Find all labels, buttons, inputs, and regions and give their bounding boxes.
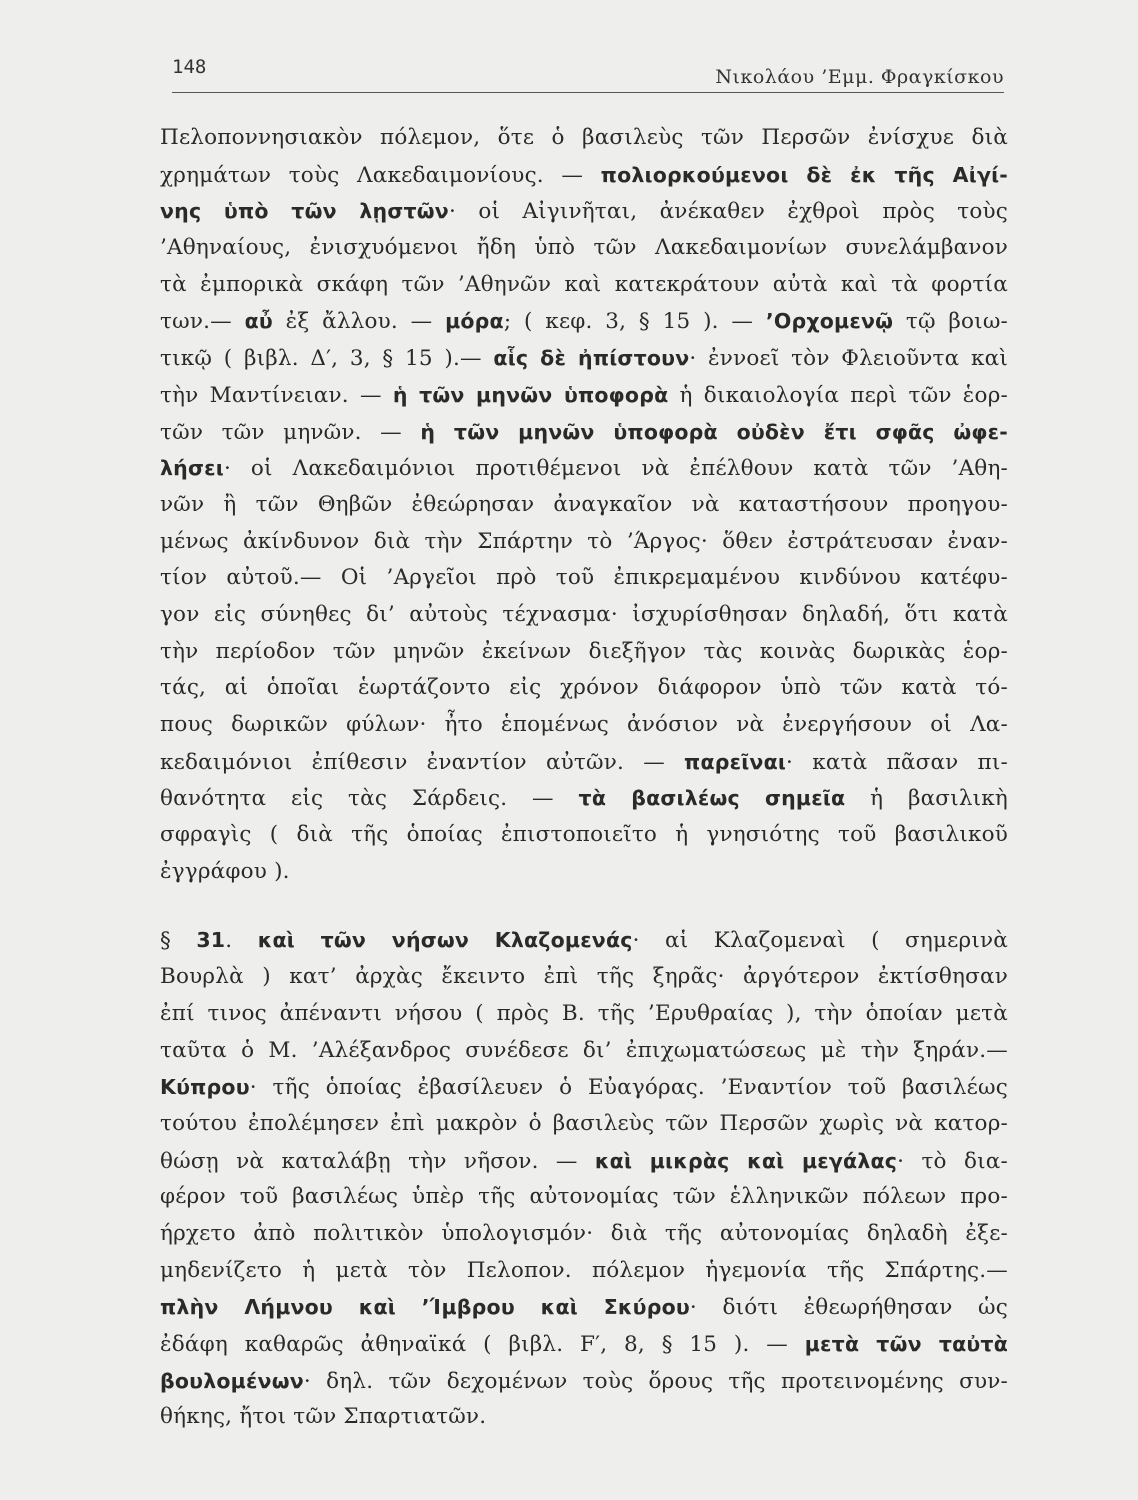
text-run: τῶν τῶν μηνῶν. — bbox=[160, 419, 421, 445]
text-run: τούτου ἐπολέμησεν ἐπὶ μακρὸν ὁ βασιλεὺς τῶν Περσῶν χωρὶς νὰ κατορ- bbox=[160, 1110, 1008, 1136]
text-run: ἐξ ἄλλου. — bbox=[272, 309, 446, 335]
lemma-bold: πολιορκούμενοι δὲ ἐκ τῆς Αἰγί- bbox=[600, 162, 1008, 187]
text-line bbox=[160, 744, 1008, 781]
text-run: · τὸ δια- bbox=[897, 1148, 1008, 1174]
text-line bbox=[160, 1216, 1008, 1253]
text-run: · αἱ Κλαζομεναὶ ( σημερινὰ bbox=[632, 928, 1008, 954]
text-line bbox=[160, 780, 1008, 817]
text-run: ἐγγράφου ). bbox=[160, 858, 290, 884]
text-line bbox=[160, 377, 1008, 414]
text-run: τάς, αἱ ὁποῖαι ἑωρτάζοντο εἰς χρόνον διάφορον ὑπὸ τῶν κατὰ τό- bbox=[160, 675, 1008, 701]
text-line bbox=[160, 1399, 1008, 1436]
text-run: . bbox=[225, 928, 258, 954]
text-run: πους δωρικῶν φύλων· ἦτο ἑπομένως ἀνόσιον νὰ ἐνεργήσουν οἱ Λα- bbox=[160, 712, 1008, 737]
text-run: σφραγὶς ( διὰ τῆς ὁποίας ἐπιστοποιεῖτο ἡ γνησιότης τοῦ βασιλικοῦ bbox=[160, 822, 1008, 848]
text-line bbox=[160, 817, 1008, 854]
text-run: · ἐννοεῖ τὸν Φλειοῦντα καὶ bbox=[689, 346, 1008, 372]
lemma-bold: 31 bbox=[196, 928, 226, 953]
text-run: · τῆς ὁποίας ἐβασίλευεν ὁ Εὐαγόρας. ’Εναντίον τοῦ βασιλέως bbox=[249, 1075, 1008, 1101]
text-line bbox=[160, 1179, 1008, 1216]
text-run: χρημάτων τοὺς Λακεδαιμονίους. — bbox=[160, 162, 601, 188]
paragraph-section-31 bbox=[160, 922, 1008, 1436]
text-line bbox=[160, 267, 1008, 304]
text-run: τὰ ἐμπορικὰ σκάφη τῶν ’Αθηνῶν καὶ κατεκράτουν αὐτὰ καὶ τὰ φορτία bbox=[160, 271, 1008, 297]
text-run: τίον αὐτοῦ.— Οἱ ’Αργεῖοι πρὸ τοῦ ἐπικρεμαμένου κινδύνου κατέφυ- bbox=[160, 565, 1008, 591]
lemma-bold: νης ὑπὸ τῶν λῃστῶν bbox=[160, 199, 449, 224]
text-run: Βουρλὰ ) κατ’ ἀρχὰς ἔκειντο ἐπὶ τῆς ξηρᾶς· ἀργότερον ἐκτίσθησαν bbox=[160, 964, 1008, 990]
text-run: μηδενίζετο ἡ μετὰ τὸν Πελοπον. πόλεμον ἡγεμονία τῆς Σπάρτης.— bbox=[160, 1257, 1008, 1283]
lemma-bold: αὖ bbox=[244, 309, 273, 334]
text-line bbox=[160, 1106, 1008, 1143]
text-run: · κατὰ πᾶσαν πι- bbox=[786, 749, 1008, 775]
lemma-bold: μόρα bbox=[445, 309, 504, 334]
text-run: θανότητα εἰς τὰς Σάρδεις. — bbox=[160, 786, 579, 812]
text-line bbox=[160, 1069, 1008, 1106]
text-line bbox=[160, 1033, 1008, 1070]
text-line bbox=[160, 450, 1008, 487]
paragraph-commentary bbox=[160, 120, 1008, 890]
lemma-bold: ’Ορχομενῷ bbox=[765, 309, 894, 334]
text-line bbox=[160, 854, 1008, 891]
text-line bbox=[160, 597, 1008, 634]
text-run: Πελοποννησιακὸν πόλεμον, ὅτε ὁ βασιλεὺς τῶν Περσῶν ἐνίσχυε διὰ bbox=[160, 125, 1008, 150]
text-run: ; ( κεφ. 3, § 15 ). — bbox=[503, 309, 766, 335]
text-line bbox=[160, 230, 1008, 267]
page-header bbox=[172, 56, 1004, 93]
text-run: § bbox=[160, 928, 197, 954]
lemma-bold: αἷς δὲ ἠπίστουν bbox=[493, 346, 690, 371]
text-run: νῶν ἢ τῶν Θηβῶν ἐθεώρησαν ἀναγκαῖον νὰ καταστήσουν προηγου- bbox=[160, 491, 1008, 517]
text-run: ἐπί τινος ἀπέναντι νήσου ( πρὸς Β. τῆς ’Ερυθραίας ), τὴν ὁποίαν μετὰ bbox=[160, 1000, 1008, 1026]
text-line bbox=[160, 120, 1008, 157]
text-run: ταῦτα ὁ Μ. ’Αλέξανδρος συνέδεσε δι’ ἐπιχωματώσεως μὲ τὴν ξηράν.— bbox=[160, 1037, 1008, 1063]
text-run: θώσῃ νὰ καταλάβῃ τὴν νῆσον. — bbox=[160, 1148, 595, 1174]
body-text bbox=[160, 120, 1008, 1436]
text-line bbox=[160, 487, 1008, 524]
lemma-bold: βουλομένων bbox=[160, 1368, 304, 1393]
text-run: · δηλ. τῶν δεχομένων τοὺς ὅρους τῆς προτεινομένης συν- bbox=[303, 1368, 1008, 1394]
text-run: των.— bbox=[160, 309, 245, 335]
text-line bbox=[160, 996, 1008, 1033]
text-run: · οἱ Λακεδαιμόνιοι προτιθέμενοι νὰ ἐπέλθουν κατὰ τῶν ’Αθη- bbox=[223, 456, 1008, 482]
text-run: · διότι ἐθεωρήθησαν ὡς bbox=[689, 1295, 1008, 1321]
lemma-bold: καὶ μικρὰς καὶ μεγάλας bbox=[594, 1148, 898, 1173]
text-line bbox=[160, 1143, 1008, 1180]
text-run: ήρχετο ἀπὸ πολιτικὸν ὑπολογισμόν· διὰ τῆς αὐτονομίας δηλαδὴ ἐξε- bbox=[160, 1220, 1008, 1246]
text-line bbox=[160, 560, 1008, 597]
text-run: μένως ἀκίνδυνον διὰ τὴν Σπάρτην τὸ ’Άργος· ὅθεν ἐστράτευσαν ἐναν- bbox=[160, 528, 1008, 554]
text-line bbox=[160, 707, 1008, 744]
text-line bbox=[160, 340, 1008, 377]
text-line bbox=[160, 1289, 1008, 1326]
text-line bbox=[160, 1326, 1008, 1363]
lemma-bold: Κύπρου bbox=[160, 1075, 250, 1100]
text-run: τικῷ ( βιβλ. Δ′, 3, § 15 ).— bbox=[160, 346, 494, 372]
lemma-bold: λήσει bbox=[160, 456, 224, 481]
text-run: φέρον τοῦ βασιλέως ὑπὲρ τῆς αὐτονομίας τῶν ἑλληνικῶν πόλεων προ- bbox=[160, 1184, 1008, 1210]
text-line bbox=[160, 193, 1008, 230]
text-run: ἐδάφη καθαρῶς ἀθηναϊκά ( βιβλ. F′, 8, § 15 ). — bbox=[160, 1332, 805, 1357]
text-run: τὴν περίοδον τῶν μηνῶν ἐκείνων διεξῆγον τὰς κοινὰς δωρικὰς ἑορ- bbox=[160, 638, 1008, 664]
text-run: ’Αθηναίους, ἐνισχυόμενοι ἤδη ὑπὸ τῶν Λακεδαιμονίων συνελάμβανον bbox=[160, 235, 1008, 261]
text-run: ἡ βασιλικὴ bbox=[845, 786, 1008, 812]
text-line bbox=[160, 922, 1008, 959]
text-line bbox=[160, 303, 1008, 340]
text-line bbox=[160, 1253, 1008, 1290]
text-line bbox=[160, 414, 1008, 451]
lemma-bold: πλὴν Λήμνου καὶ ’Ίμβρου καὶ Σκύρου bbox=[160, 1295, 690, 1320]
text-run: τῷ βοιω- bbox=[893, 309, 1008, 335]
text-run: · οἱ Αἰγινῆται, ἀνέκαθεν ἐχθροὶ πρὸς τοὺς bbox=[448, 199, 1008, 225]
lemma-bold: ἡ τῶν μηνῶν ὑποφορὰ bbox=[392, 382, 669, 407]
lemma-bold: καὶ τῶν νήσων Κλαζομενάς bbox=[257, 928, 633, 953]
text-run: ἡ δικαιολογία περὶ τῶν ἑορ- bbox=[668, 382, 1008, 408]
text-run: κεδαιμόνιοι ἐπίθεσιν ἐναντίον αὐτῶν. — bbox=[160, 749, 685, 775]
page-number: 148 bbox=[172, 56, 207, 78]
text-line bbox=[160, 1363, 1008, 1400]
text-line bbox=[160, 670, 1008, 707]
text-line bbox=[160, 157, 1008, 194]
lemma-bold: τὰ βασιλέως σημεῖα bbox=[578, 786, 846, 811]
running-title: Νικολάου ’Εμμ. Φραγκίσκου bbox=[715, 66, 1004, 88]
lemma-bold: μετὰ τῶν ταὐτὰ bbox=[804, 1332, 1008, 1356]
lemma-bold: ἡ τῶν μηνῶν ὑποφορὰ οὐδὲν ἔτι σφᾶς ὠφε- bbox=[420, 419, 1008, 444]
text-line bbox=[160, 959, 1008, 996]
text-line bbox=[160, 634, 1008, 671]
text-line bbox=[160, 524, 1008, 561]
text-run: τὴν Μαντίνειαν. — bbox=[160, 382, 393, 408]
text-run: γον εἰς σύνηθες δι’ αὐτοὺς τέχνασμα· ἰσχυρίσθησαν δηλαδή, ὅτι κατὰ bbox=[160, 601, 1008, 627]
lemma-bold: παρεῖναι bbox=[684, 749, 787, 774]
text-run: θήκης, ἤτοι τῶν Σπαρτιατῶν. bbox=[160, 1404, 487, 1430]
